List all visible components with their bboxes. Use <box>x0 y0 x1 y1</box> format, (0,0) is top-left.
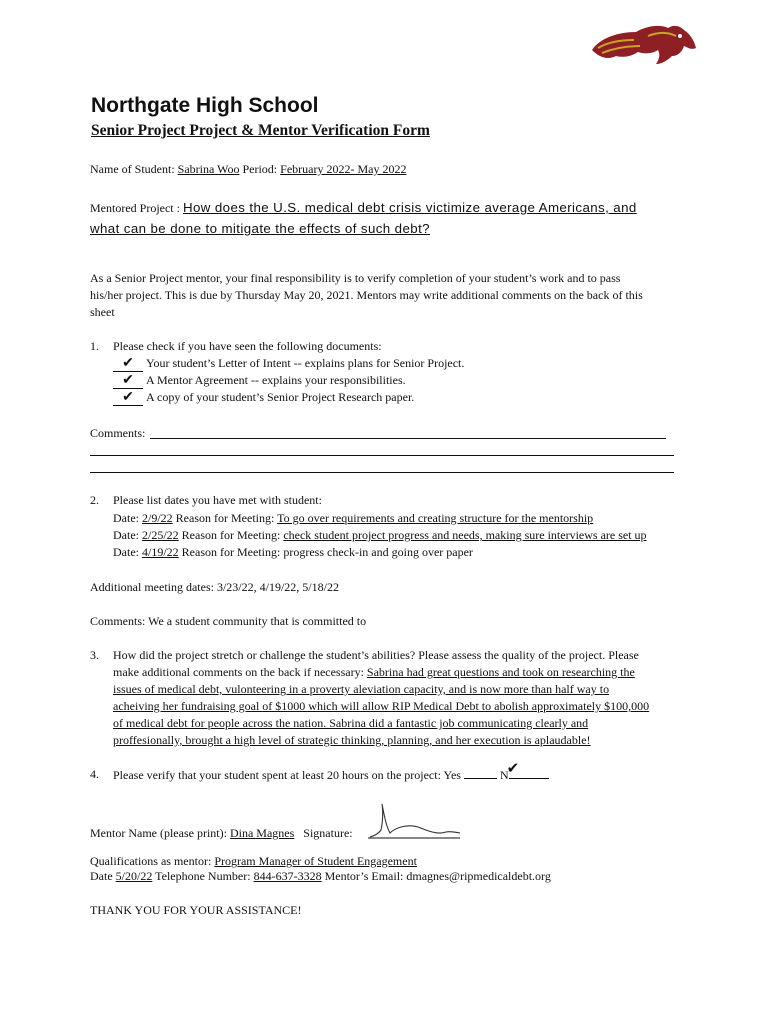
meeting-date: 4/19/22 <box>142 545 179 559</box>
yes-blank <box>464 766 497 779</box>
q1-number: 1. <box>90 339 99 353</box>
yes-label: Yes <box>443 768 461 782</box>
mentor-name-line <box>90 825 353 842</box>
meeting-row <box>113 527 647 544</box>
contact-line <box>90 868 551 885</box>
date-label: Date: <box>113 528 139 542</box>
student-name: Sabrina Woo <box>177 162 240 176</box>
project-title-line-1: How does the U.S. medical debt crisis victimize average Americans, and <box>182 200 637 215</box>
meeting-row <box>113 510 593 527</box>
project-line-1 <box>90 199 637 217</box>
check-mark-icon: ✔ <box>113 357 143 372</box>
qualifications-label: Qualifications as mentor: <box>90 854 212 868</box>
comments-rule-1 <box>150 438 666 439</box>
comments-text: Comments: We a student community that is committed to <box>90 614 367 628</box>
q3-line-2 <box>113 664 635 681</box>
q1-text: Please check if you have seen the following documents: <box>113 339 382 353</box>
q4-number: 4. <box>90 767 99 781</box>
meeting-date: 2/25/22 <box>142 528 179 542</box>
meeting-reason: To go over requirements and creating structure for the mentorship <box>277 511 594 525</box>
q1-item-3 <box>113 389 414 406</box>
date-label: Date <box>90 869 113 883</box>
mentor-name: Dina Magnes <box>229 826 295 840</box>
q4-line <box>113 761 549 784</box>
check-mark-icon: ✔ <box>506 761 520 777</box>
comments-label: Comments: <box>90 426 146 440</box>
additional-dates: Additional meeting dates: 3/23/22, 4/19/22, 5/18/22 <box>90 580 339 594</box>
q3-line-1: How did the project stretch or challenge the student’s abilities? Please assess the quality of the project. Please <box>113 648 639 662</box>
project-title-line-2: what can be done to mitigate the effects of such debt? <box>90 221 430 236</box>
q1-item-label: A copy of your student’s Senior Project Research paper. <box>146 390 415 404</box>
meeting-date: 2/9/22 <box>142 511 173 525</box>
student-line <box>90 161 406 178</box>
no-label: N <box>499 768 509 782</box>
student-name-label: Name of Student: <box>90 162 175 176</box>
q1-item-label: Your student’s Letter of Intent -- explains plans for Senior Project. <box>146 356 465 370</box>
qualifications-value: Program Manager of Student Engagement <box>214 854 417 868</box>
email-value: dmagnes@ripmedicaldebt.org <box>406 869 551 883</box>
reason-label: Reason for Meeting: <box>175 511 275 525</box>
check-mark-icon: ✔ <box>113 374 143 389</box>
reason-label: Reason for Meeting: <box>181 545 281 559</box>
intro-line-3: sheet <box>90 305 115 319</box>
comments-rule-3 <box>90 472 674 473</box>
meeting-row <box>113 544 473 561</box>
horse-logo-icon <box>588 20 700 70</box>
no-blank <box>506 761 549 779</box>
intro-line-1: As a Senior Project mentor, your final responsibility is to verify completion of your student’s work and to pass <box>90 271 621 285</box>
mentor-name-label: Mentor Name (please print): <box>90 826 227 840</box>
q3-answer-line: issues of medical debt, vulonteering in a proverty aleviation capacity, and is now more than half way to <box>113 682 610 696</box>
date-label: Date: <box>113 511 139 525</box>
q3-answer-line: acheiving her fundraising goal of $1000 which will allow RIP Medical Debt to abolish approximately $100,000 <box>113 699 650 713</box>
school-name: Northgate High School <box>91 94 319 117</box>
q2-text: Please list dates you have met with student: <box>113 493 322 507</box>
email-label: Mentor’s Email: <box>324 869 404 883</box>
signature-scribble <box>368 800 463 842</box>
check-mark-icon: ✔ <box>113 391 143 406</box>
q1-item-label: A Mentor Agreement -- explains your responsibilities. <box>146 373 406 387</box>
signature-label: Signature: <box>303 826 353 840</box>
mentor-date: 5/20/22 <box>115 869 153 883</box>
comments-rule-2 <box>90 455 674 456</box>
project-label: Mentored Project : <box>90 201 180 215</box>
meeting-reason: check student project progress and needs, making sure interviews are set up <box>283 528 647 542</box>
date-label: Date: <box>113 545 139 559</box>
meeting-reason: progress check-in and going over paper <box>283 545 473 559</box>
q3-answer-line: of medical debt for people across the nation. Sabrina did a fantastic job communicating clearly and <box>113 716 589 730</box>
period-label: Period: <box>242 162 278 176</box>
intro-line-2: his/her project. This is due by Thursday May 20, 2021. Mentors may write additional comments on the back of this <box>90 288 643 302</box>
form-title: Senior Project Project & Mentor Verification Form <box>91 122 430 139</box>
q3-answer-start: Sabrina had great questions and took on researching the <box>366 665 635 679</box>
q1-item-1 <box>113 355 464 372</box>
q1-item-2 <box>113 372 406 389</box>
thank-you: THANK YOU FOR YOUR ASSISTANCE! <box>90 903 302 917</box>
q3-answer-line: proffesionally, brought a high level of strategic thinking, planning, and her execution is aplaudable! <box>113 733 591 747</box>
phone-label: Telephone Number: <box>155 869 251 883</box>
period-value: February 2022- May 2022 <box>280 162 407 176</box>
q3-prompt: make additional comments on the back if necessary: <box>113 665 364 679</box>
phone-value: 844-637-3328 <box>253 869 322 883</box>
q2-number: 2. <box>90 493 99 507</box>
reason-label: Reason for Meeting: <box>181 528 281 542</box>
q4-text: Please verify that your student spent at least 20 hours on the project: <box>113 768 441 782</box>
q3-number: 3. <box>90 648 99 662</box>
